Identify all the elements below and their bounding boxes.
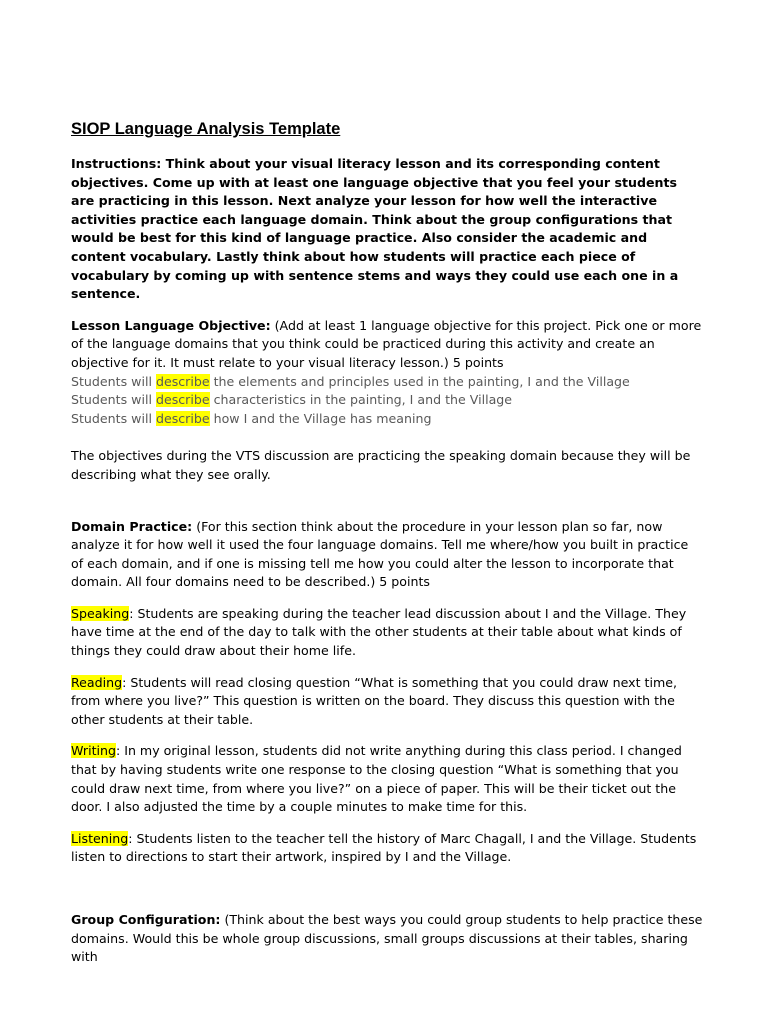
objective-heading: Lesson Language Objective: [71, 317, 271, 333]
objective-keyword: describe [155, 392, 210, 408]
domain-practice-heading: Domain Practice: [71, 518, 193, 534]
writing-label: Writing [71, 743, 116, 759]
objective-item: Students will describe the elements and principles used in the painting, I and the Village [71, 373, 630, 389]
objective-list [71, 373, 703, 429]
objective-keyword: describe [155, 410, 210, 426]
writing-paragraph: Writing: In my original lesson, students did not write anything during this class period. I changed that by having students write one response to the closing question “What is something that you could draw next time, from where you live?” on a piece of paper. This will be their ticket out the door. I also adjusted the time by a couple minutes to make time for this. [71, 743, 682, 815]
domain-practice-paragraph [71, 518, 703, 592]
reading-label: Reading [71, 674, 123, 690]
speaking-label: Speaking [71, 605, 130, 621]
speaking-paragraph: Speaking: Students are speaking during the teacher lead discussion about I and the Village. They have time at the end of the day to talk with the other students at their table about what kinds of things they could draw about their home life. [71, 605, 687, 659]
group-config-heading: Group Configuration: [71, 912, 221, 927]
document-page [71, 118, 703, 967]
objective-keyword: describe [155, 373, 210, 389]
reading-paragraph: Reading: Students will read closing question “What is something that you could draw next time, from where you live?” This question is written on the board. They discuss this question with the other students at their table. [71, 674, 677, 727]
objective-item: Students will describe how I and the Village has meaning [71, 410, 432, 426]
document-title: SIOP Language Analysis Template [71, 120, 341, 138]
objective-prompt: (Add at least 1 language objective for this project. Pick one or more of the language domains that you think could be practiced during this activity and create an objective for it. It must relate to your visual literacy lesson.) 5 points [71, 317, 702, 370]
listening-paragraph: Listening: Students listen to the teacher tell the history of Marc Chagall, I and the Village. Students listen to directions to start their artwork, inspired by I and the Village. [71, 830, 697, 865]
instructions-paragraph: Instructions: Think about your visual literacy lesson and its corresponding content objectives. Come up with at least one language objective that you feel your students are practicing in this lesson. Next analyze your lesson for how well the interactive activities practice each language domain. Think about the group configurations that would be best for this kind of language practice. Also consider the academic and content vocabulary. Lastly think about how students will practice each piece of vocabulary by coming up with sentence stems and ways they could use each one in a sentence. [71, 156, 679, 302]
objective-note: The objectives during the VTS discussion are practicing the speaking domain because they will be describing what they see orally. [71, 448, 691, 482]
group-config-paragraph [71, 911, 703, 967]
objective-paragraph [71, 317, 703, 373]
listening-label: Listening [71, 830, 129, 846]
objective-item: Students will describe characteristics in the painting, I and the Village [71, 392, 513, 408]
group-config-prompt: (Think about the best ways you could group students to help practice these domains. Would this be whole group discussions, small groups discussions at their tables, sharing with [71, 912, 703, 965]
domain-practice-prompt: (For this section think about the procedure in your lesson plan so far, now analyze it for how well it used the four language domains. Tell me where/how you built in practice of each domain, and if one is missing tell me how you could alter the lesson to incorporate that domain. All four domains need to be described.) 5 points [71, 518, 689, 590]
